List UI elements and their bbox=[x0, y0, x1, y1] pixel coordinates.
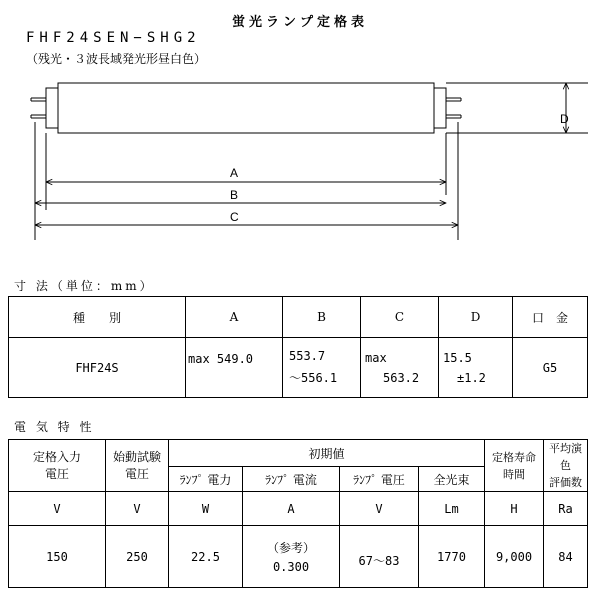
cell-type: FHF24S bbox=[9, 338, 186, 398]
cell-base: G5 bbox=[513, 338, 588, 398]
header-cri: 平均演色 評価数 bbox=[544, 440, 588, 492]
dimensions-table bbox=[8, 296, 588, 398]
header-rated-life: 定格寿命 時間 bbox=[485, 440, 544, 492]
unit-rated-voltage: V bbox=[9, 492, 106, 526]
header-type: 種 別 bbox=[9, 297, 186, 338]
unit-lamp-current: A bbox=[243, 492, 340, 526]
header-lamp-power: ﾗﾝﾌﾟ 電力 bbox=[169, 467, 243, 492]
unit-life: H bbox=[485, 492, 544, 526]
value-rated-voltage: 150 bbox=[9, 526, 106, 588]
header-start-voltage: 始動試験 電圧 bbox=[106, 440, 169, 492]
page-title: 蛍光ランプ定格表 bbox=[231, 15, 368, 30]
cell-c-prefix: max bbox=[365, 350, 387, 365]
value-lamp-voltage: 67～83 bbox=[340, 526, 419, 588]
value-life: 9,000 bbox=[485, 526, 544, 588]
value-cri: 84 bbox=[544, 526, 588, 588]
model-description: （残光・３波長域発光形昼白色） bbox=[26, 52, 207, 66]
value-start-voltage: 250 bbox=[106, 526, 169, 588]
lamp-current-reference-note: （参考） bbox=[266, 541, 315, 555]
header-rated-voltage: 定格入力 電圧 bbox=[9, 440, 106, 492]
header-c: C bbox=[361, 297, 439, 338]
dimension-a-label: A bbox=[230, 166, 239, 180]
electrical-heading: 電 気 特 性 bbox=[14, 420, 95, 434]
header-base: 口 金 bbox=[513, 297, 588, 338]
lamp-current-value: 0.300 bbox=[272, 560, 310, 574]
cell-b bbox=[283, 338, 361, 398]
unit-flux: Lm bbox=[419, 492, 485, 526]
dimension-d-label: D bbox=[560, 112, 569, 126]
cell-b-value: 553.7 bbox=[289, 349, 326, 363]
dimension-b-label: B bbox=[230, 188, 239, 202]
cell-d-value: 15.5 bbox=[443, 350, 472, 365]
header-d: D bbox=[439, 297, 513, 338]
left-end-cap bbox=[46, 88, 58, 128]
header-flux: 全光束 bbox=[419, 467, 485, 492]
header-lamp-current: ﾗﾝﾌﾟ 電流 bbox=[243, 467, 340, 492]
value-lamp-power: 22.5 bbox=[169, 526, 243, 588]
right-end-cap bbox=[434, 88, 446, 128]
electrical-table bbox=[8, 439, 588, 588]
header-b: B bbox=[283, 297, 361, 338]
header-initial-values: 初期値 bbox=[169, 440, 485, 467]
unit-lamp-voltage: V bbox=[340, 492, 419, 526]
header-lamp-voltage: ﾗﾝﾌﾟ 電圧 bbox=[340, 467, 419, 492]
cell-c bbox=[361, 338, 439, 398]
lamp-tube bbox=[58, 83, 434, 133]
cell-c-value: 563.2 bbox=[383, 370, 420, 385]
cell-d-tolerance: ±1.2 bbox=[457, 370, 486, 385]
unit-cri: Ra bbox=[544, 492, 588, 526]
lamp-dimension-drawing bbox=[0, 70, 600, 250]
cell-d bbox=[439, 338, 513, 398]
model-number: FHF24SEN−SHG2 bbox=[26, 30, 201, 46]
unit-lamp-power: W bbox=[169, 492, 243, 526]
cell-b-range: ～556.1 bbox=[289, 371, 338, 385]
dimension-c-label: C bbox=[230, 210, 239, 224]
value-lamp-current bbox=[243, 526, 340, 588]
cell-a: max 549.0 bbox=[186, 338, 283, 398]
header-a: A bbox=[186, 297, 283, 338]
dimensions-heading: 寸 法（単位：mm） bbox=[14, 279, 155, 293]
value-flux: 1770 bbox=[419, 526, 485, 588]
unit-start-voltage: V bbox=[106, 492, 169, 526]
